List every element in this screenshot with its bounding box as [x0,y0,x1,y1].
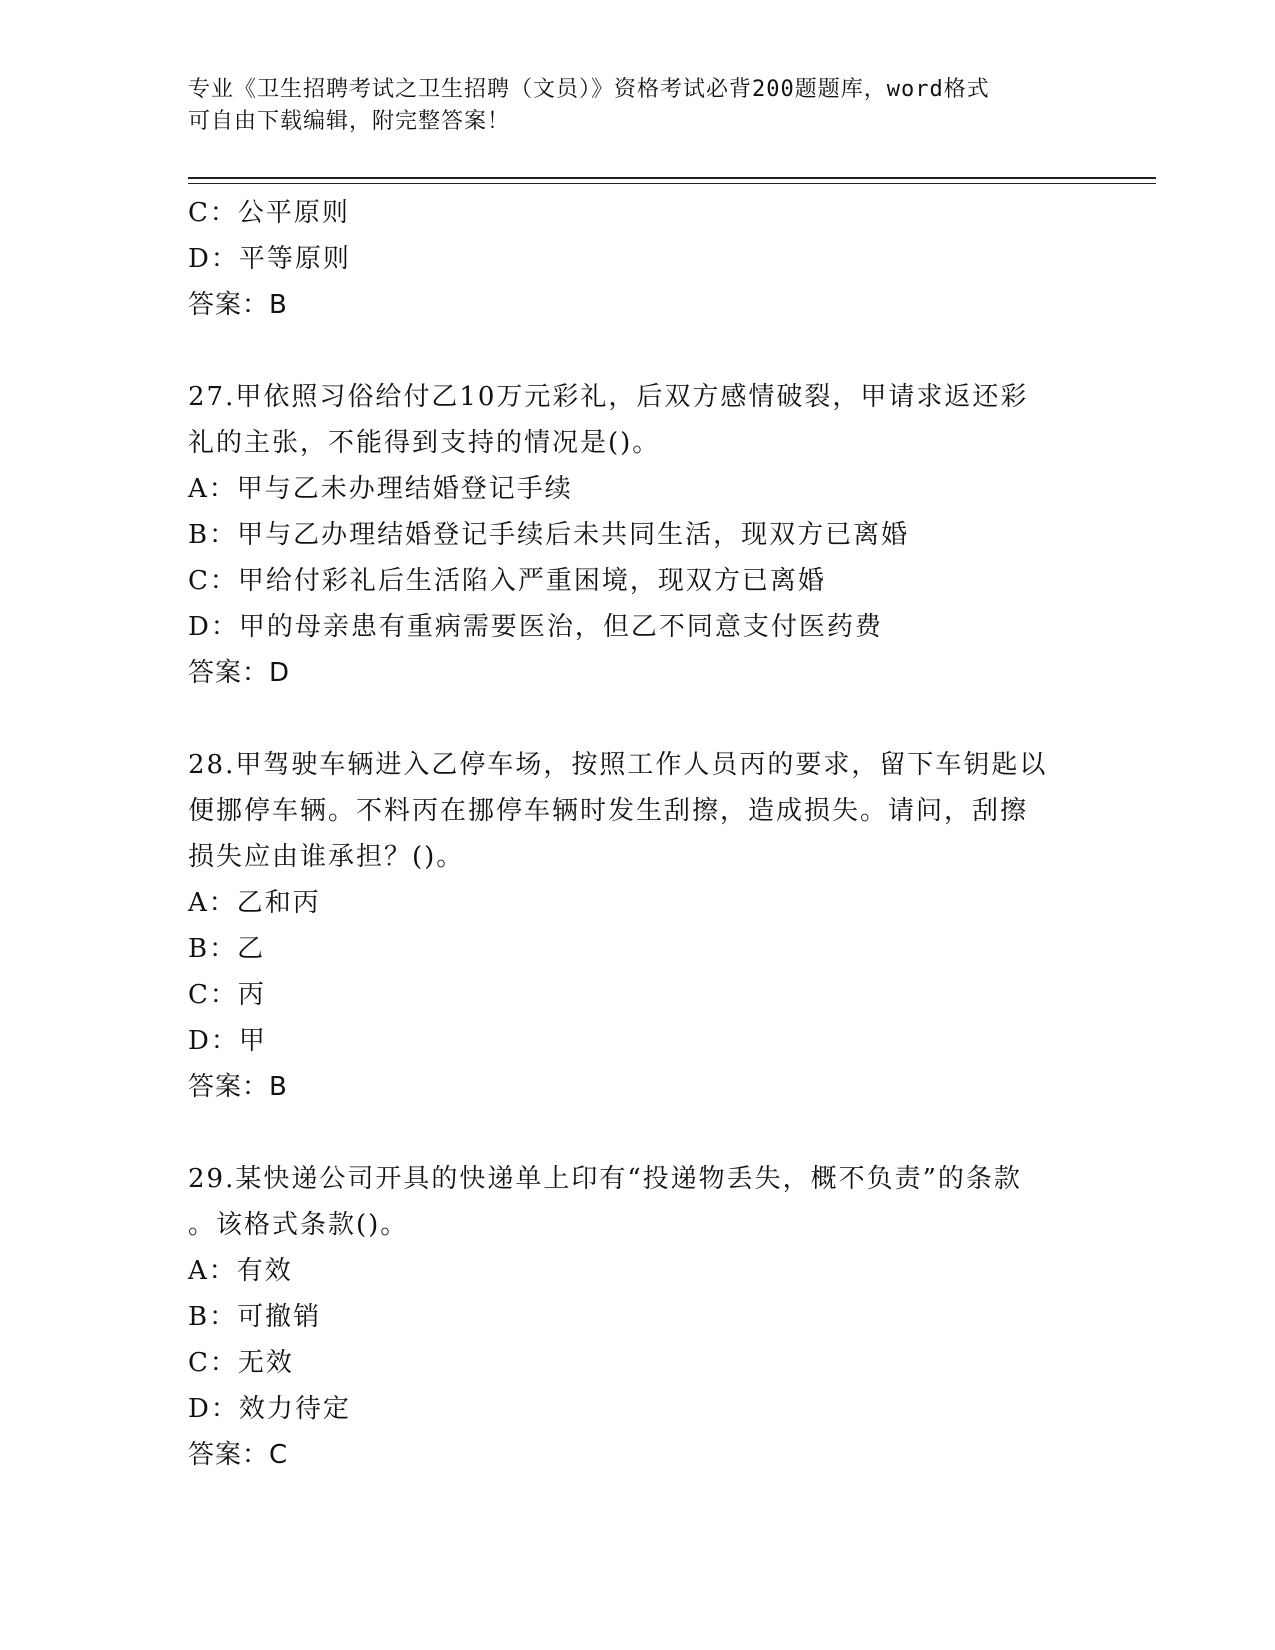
option-b: B：乙 [188,934,266,964]
previous-question-tail [188,190,1088,328]
question-29 [188,1156,1088,1478]
question-stem-line: 礼的主张，不能得到支持的情况是()。 [188,428,661,458]
question-stem-line: 29.某快递公司开具的快递单上印有“投递物丢失，概不负责”的条款 [188,1164,1022,1194]
option-a: A：甲与乙未办理结婚登记手续 [188,474,573,504]
question-stem-line: 28.甲驾驶车辆进入乙停车场，按照工作人员丙的要求，留下车钥匙以 [188,750,1048,780]
question-27 [188,374,1088,696]
header-rule-thin [188,183,1156,184]
header-line-1: 专业《卫生招聘考试之卫生招聘（文员）》资格考试必背200题题库，word格式 [188,77,990,102]
option-c: C：甲给付彩礼后生活陷入严重困境，现双方已离婚 [188,566,826,596]
question-28 [188,742,1088,1110]
page-header [188,74,1088,138]
option-c: C：公平原则 [188,198,350,228]
option-a: A：乙和丙 [188,888,321,918]
option-b: B：甲与乙办理结婚登记手续后未共同生活，现双方已离婚 [188,520,910,550]
question-content [188,190,1088,1478]
spacer [188,1110,1088,1156]
option-d: D：效力待定 [188,1394,351,1424]
question-stem-line: 损失应由谁承担？()。 [188,842,465,872]
option-b: B：可撤销 [188,1302,322,1332]
question-stem-line: 便挪停车辆。不料丙在挪停车辆时发生刮擦，造成损失。请问，刮擦 [188,796,1029,826]
option-d: D：平等原则 [188,244,351,274]
option-d: D：甲的母亲患有重病需要医治，但乙不同意支付医药费 [188,612,883,642]
answer-line: 答案：B [188,1072,288,1102]
option-c: C：丙 [188,980,266,1010]
question-stem-line: 27.甲依照习俗给付乙10万元彩礼，后双方感情破裂，甲请求返还彩 [188,382,1029,412]
option-a: A：有效 [188,1256,293,1286]
question-stem-line: 。该格式条款()。 [188,1210,409,1240]
answer-line: 答案：B [188,290,288,320]
option-d: D：甲 [188,1026,267,1056]
answer-line: 答案：D [188,658,291,688]
spacer [188,328,1088,374]
header-rule-thick [188,177,1156,179]
option-c: C：无效 [188,1348,294,1378]
header-line-2: 可自由下载编辑，附完整答案！ [188,109,511,134]
spacer [188,696,1088,742]
answer-line: 答案：C [188,1440,289,1470]
